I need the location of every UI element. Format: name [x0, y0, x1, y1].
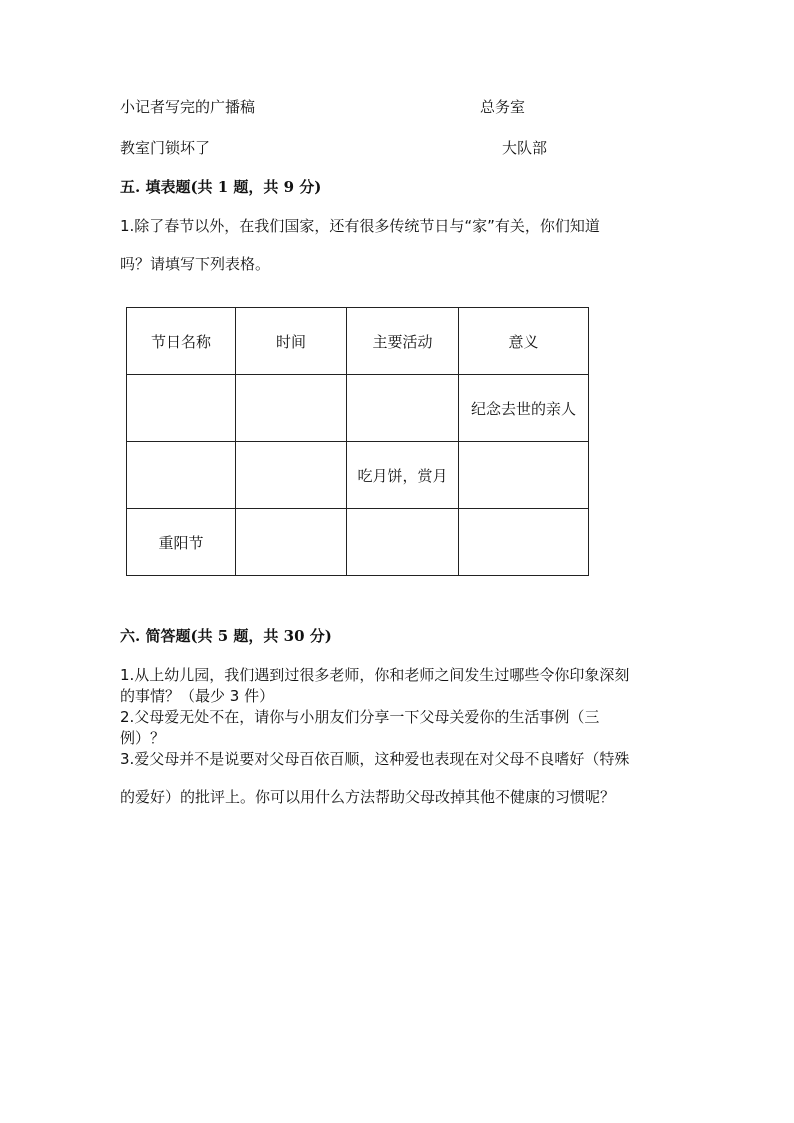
table-row [127, 375, 589, 442]
match-left-1: 小记者写完的广播稿 [120, 98, 256, 116]
match-right-2: 大队部 [502, 139, 548, 157]
section6-q2-line1: 2.父母爱无处不在，请你与小朋友们分享一下父母关爱你的生活事例（三 [120, 708, 600, 726]
section6-q1-line1: 1.从上幼儿园，我们遇到过很多老师，你和老师之间发生过哪些令你印象深刻 [120, 666, 630, 684]
table-cell [236, 442, 347, 509]
section6-q3-line2: 的爱好）的批评上。你可以用什么方法帮助父母改掉其他不健康的习惯呢？ [120, 788, 616, 806]
section6-q2-line2: 例）？ [120, 729, 166, 747]
table-cell [459, 509, 589, 576]
section5-q1-line1: 1.除了春节以外，在我们国家，还有很多传统节日与“家”有关，你们知道 [120, 217, 600, 235]
match-right-1: 总务室 [480, 98, 526, 116]
festival-table [126, 307, 589, 576]
table-header-row [127, 308, 589, 375]
table-cell [459, 442, 589, 509]
section5-heading: 五. 填表题(共 1 题，共 9 分) [120, 178, 322, 196]
table-header-cell: 时间 [236, 308, 347, 375]
table-header-cell: 意义 [459, 308, 589, 375]
table-cell [236, 509, 347, 576]
section6-heading: 六. 简答题(共 5 题，共 30 分) [120, 627, 332, 645]
table-cell: 纪念去世的亲人 [459, 375, 589, 442]
table-header-cell: 主要活动 [347, 308, 459, 375]
section6-q1-line2: 的事情？（最少 3 件） [120, 687, 275, 705]
section5-q1-line2: 吗？请填写下列表格。 [120, 255, 271, 273]
match-left-2: 教室门锁坏了 [120, 139, 211, 157]
table-cell [347, 375, 459, 442]
table-row [127, 442, 589, 509]
table-cell [347, 509, 459, 576]
table-cell: 重阳节 [127, 509, 236, 576]
table-cell [127, 375, 236, 442]
table-header-cell: 节日名称 [127, 308, 236, 375]
table-cell [236, 375, 347, 442]
table-cell: 吃月饼，赏月 [347, 442, 459, 509]
table-cell [127, 442, 236, 509]
table-row [127, 509, 589, 576]
section6-q3-line1: 3.爱父母并不是说要对父母百依百顺，这种爱也表现在对父母不良嗜好（特殊 [120, 750, 630, 768]
